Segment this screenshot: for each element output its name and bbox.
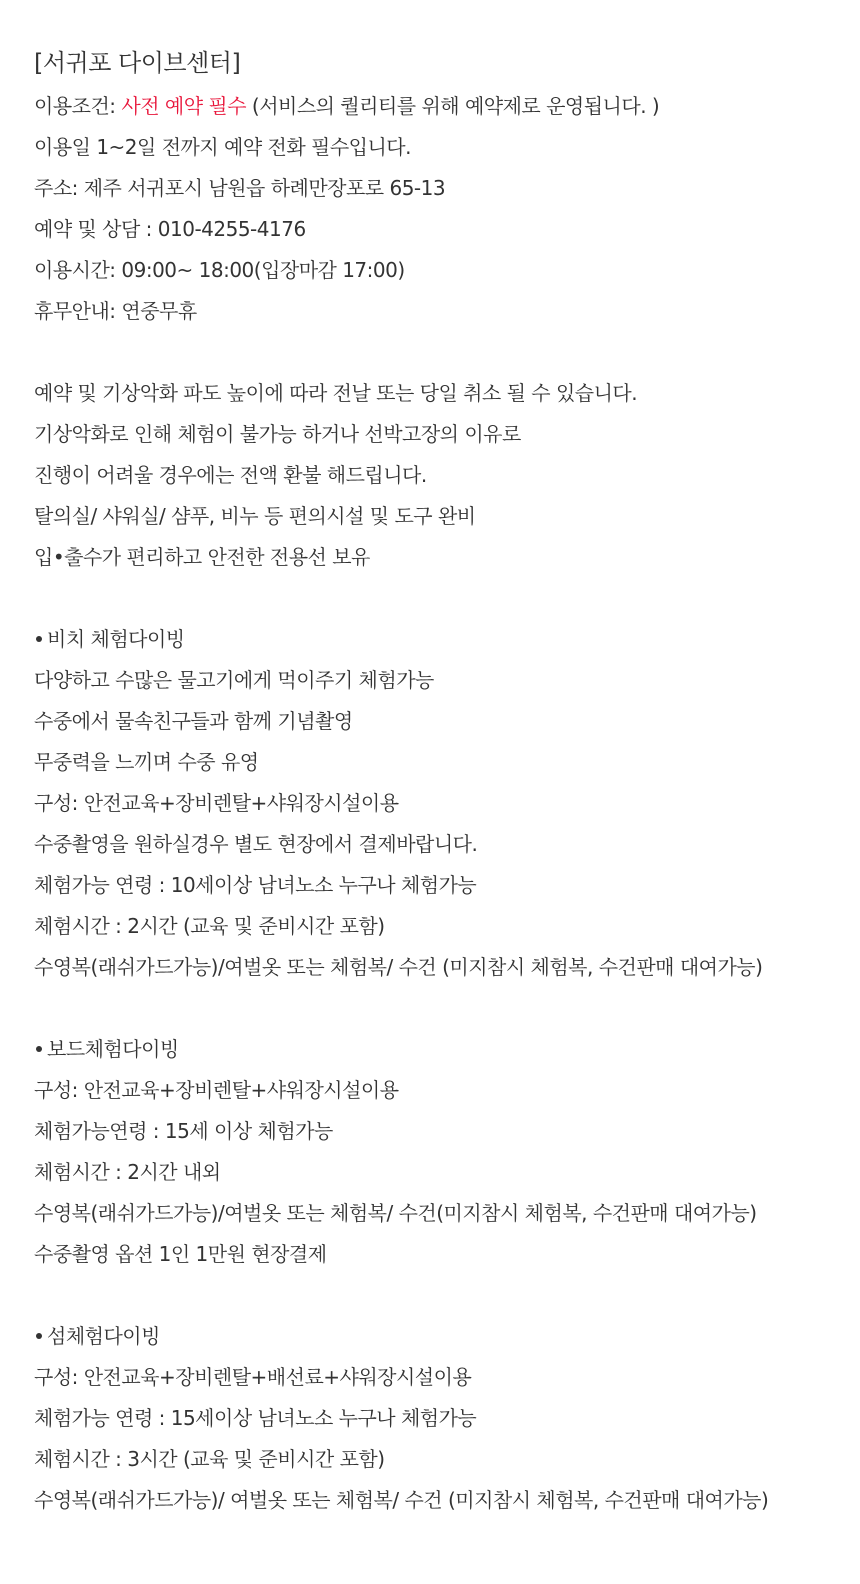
program-line: 수중촬영 옵션 1인 1만원 현장결제 bbox=[34, 1242, 327, 1266]
program-line: 수중촬영을 원하실경우 별도 현장에서 결제바랍니다. bbox=[34, 832, 478, 856]
notice-line: 기상악화로 인해 체험이 불가능 하거나 선박고장의 이유로 bbox=[34, 422, 521, 446]
program-line: 구성: 안전교육+장비렌탈+샤워장시설이용 bbox=[34, 791, 399, 815]
terms-highlight: 사전 예약 필수 bbox=[121, 94, 247, 118]
page-title: [서귀포 다이브센터] bbox=[34, 49, 241, 77]
program-line: 구성: 안전교육+장비렌탈+샤워장시설이용 bbox=[34, 1078, 399, 1102]
program-line: 구성: 안전교육+장비렌탈+배선료+샤워장시설이용 bbox=[34, 1365, 472, 1389]
notice-line: 진행이 어려울 경우에는 전액 환불 해드립니다. bbox=[34, 463, 427, 487]
hours-line: 이용시간: 09:00~ 18:00(입장마감 17:00) bbox=[34, 258, 405, 282]
spacer bbox=[34, 1275, 860, 1316]
program-heading-beach bbox=[34, 619, 860, 660]
program-name: 보드체험다이빙 bbox=[47, 1037, 179, 1061]
reservation-note: 이용일 1~2일 전까지 예약 전화 필수입니다. bbox=[34, 135, 411, 159]
program-line: 무중력을 느끼며 수중 유영 bbox=[34, 750, 259, 774]
notice-line: 입•출수가 편리하고 안전한 전용선 보유 bbox=[34, 545, 370, 569]
program-line: 체험시간 : 3시간 (교육 및 준비시간 포함) bbox=[34, 1447, 385, 1471]
terms-label: 이용조건: bbox=[34, 94, 122, 118]
phone-line: 예약 및 상담 : 010-4255-4176 bbox=[34, 217, 306, 241]
program-line: 체험가능 연령 : 10세이상 남녀노소 누구나 체험가능 bbox=[34, 873, 477, 897]
program-line: 체험가능연령 : 15세 이상 체험가능 bbox=[34, 1119, 333, 1143]
program-heading-board bbox=[34, 1029, 860, 1070]
holiday-line: 휴무안내: 연중무휴 bbox=[34, 299, 197, 323]
program-line: 수중에서 물속친구들과 함께 기념촬영 bbox=[34, 709, 353, 733]
program-line: 체험시간 : 2시간 (교육 및 준비시간 포함) bbox=[34, 914, 385, 938]
program-line: 수영복(래쉬가드가능)/ 여벌옷 또는 체험복/ 수건 (미지참시 체험복, 수건판매 대여가능) bbox=[34, 1488, 769, 1512]
spacer bbox=[34, 988, 860, 1029]
program-name: 비치 체험다이빙 bbox=[47, 627, 185, 651]
bullet-icon bbox=[36, 1046, 42, 1052]
terms-rest: (서비스의 퀄리티를 위해 예약제로 운영됩니다. ) bbox=[246, 94, 660, 118]
spacer bbox=[34, 578, 860, 619]
terms-line bbox=[34, 86, 860, 127]
program-line: 체험시간 : 2시간 내외 bbox=[34, 1160, 221, 1184]
program-heading-island bbox=[34, 1316, 860, 1357]
program-name: 섬체험다이빙 bbox=[47, 1324, 160, 1348]
notice-line: 예약 및 기상악화 파도 높이에 따라 전날 또는 당일 취소 될 수 있습니다. bbox=[34, 381, 638, 405]
spacer bbox=[34, 332, 860, 373]
program-line: 수영복(래쉬가드가능)/여벌옷 또는 체험복/ 수건(미지참시 체험복, 수건판매 대여가능) bbox=[34, 1201, 757, 1225]
bullet-icon bbox=[36, 1333, 42, 1339]
address-line: 주소: 제주 서귀포시 남원읍 하례만장포로 65-13 bbox=[34, 176, 446, 200]
program-line: 체험가능 연령 : 15세이상 남녀노소 누구나 체험가능 bbox=[34, 1406, 477, 1430]
program-line: 다양하고 수많은 물고기에게 먹이주기 체험가능 bbox=[34, 668, 434, 692]
notice-line: 탈의실/ 샤워실/ 샴푸, 비누 등 편의시설 및 도구 완비 bbox=[34, 504, 476, 528]
program-line: 수영복(래쉬가드가능)/여벌옷 또는 체험복/ 수건 (미지참시 체험복, 수건판매 대여가능) bbox=[34, 955, 763, 979]
bullet-icon bbox=[36, 636, 42, 642]
